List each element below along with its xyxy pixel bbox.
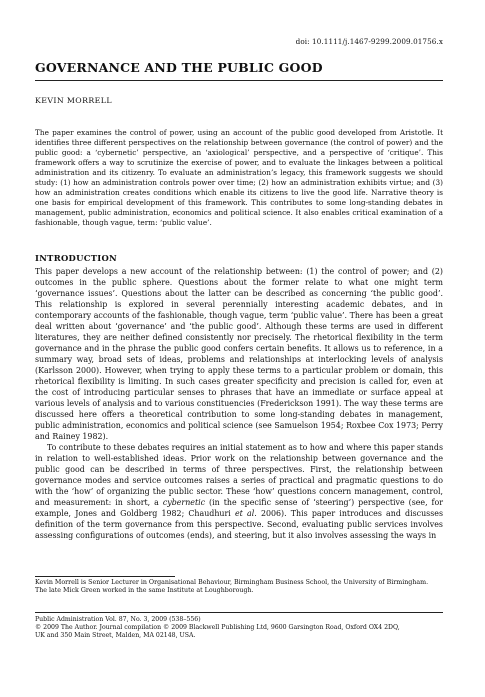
- colophon-copyright: © 2009 The Author. Journal compilation © 2009 Blackwell Publishing Ltd, 9600 Garsington Road, Oxford OX4 2DQ,: [35, 624, 400, 632]
- paragraph-2-etal: et al.: [235, 508, 257, 518]
- colophon-journal: Public Administration Vol. 87, No. 3, 2009 (538–556): [35, 616, 201, 623]
- paragraph-2: [35, 443, 443, 542]
- section-heading: INTRODUCTION: [35, 253, 117, 263]
- abstract: The paper examines the control of power, using an account of the public good developed from Aristotle. It identifies three different perspectives on the relationship between governance (the control of power) and the public good: a ‘cybernetic’ perspective, an ‘axiological’ perspective, and a perspective of ‘critique’. This framework offers a way to scrutinize the exercise of power, and to evaluate the linkages between a political administration and its citizenry. To evaluate an administration’s legacy, this framework suggests we should study: (1) how an administration controls power over time; (2) how an administration exhibits virtue; and (3) how an administration creates conditions which enable its citizens to live the good life. Narrative theory is one basis for empirical development of this framework. This contributes to some long-standing debates in management, public administration, economics and political science. It also enables critical examination of a fashionable, though vague, term: ‘public value’.: [35, 128, 443, 227]
- footnote-acknowledgement: The late Mick Green worked in the same Institute at Loughborough.: [35, 587, 254, 595]
- paragraph-2-text-b: (in the specific sense of ‘steering’) perspective (see, for example, Jones and Goldberg 1982; Chaudhuri: [35, 497, 443, 518]
- colophon: [35, 616, 443, 641]
- author-name: KEVIN MORRELL: [35, 96, 112, 105]
- paragraph-2-text-c: 2006). This paper introduces and discusses definition of the term governance from this perspective. Second, evaluating public services involves assessing configurations of outcomes (ends), and steering, but it also involves assessing the ways in: [35, 508, 444, 540]
- colophon-rule: [35, 612, 443, 613]
- doi-line: doi: 10.1111/j.1467-9299.2009.01756.x: [295, 37, 443, 46]
- colophon-address: UK and 350 Main Street, Malden, MA 02148, USA.: [35, 632, 196, 640]
- title-rule: [35, 80, 443, 81]
- body-text: [35, 267, 443, 542]
- paragraph-2-italic: cybernetic: [162, 497, 206, 507]
- footnotes: [35, 579, 443, 596]
- footnote-rule: [35, 576, 175, 577]
- paragraph-2-text-a: To contribute to these debates requires an initial statement as to how and where this paper stands in relation to well-established ideas. Prior work on the relationship between governance and the public good can be described in terms of three perspectives. First, the relationship between governance modes and service outcomes raises a series of practical and pragmatic questions to do with the ‘how’ of organizing the public sector. These ‘how’ questions concern management, control, and measurement: in short, a: [35, 442, 443, 507]
- article-title: GOVERNANCE AND THE PUBLIC GOOD: [35, 60, 323, 75]
- paragraph-1: This paper develops a new account of the relationship between: (1) the control of power; and (2) outcomes in the public sphere. Questions about the former relate to what one might term ‘governance issues’. Questions about the latter can be described as concerning ‘the public good’. This relationship is explored in several perennially interesting academic debates, and in contemporary accounts of the fashionable, though vague, term ‘public value’. There has been a great deal written about ‘governance’ and ‘the public good’. Although these terms are used in different literatures, they are neither defined consistently nor precisely. The rhetorical flexibility in the term governance and in the phrase the public good confers certain benefits. It allows us to reference, in a summary way, broad sets of ideas, problems and relationships at interlocking levels of analysis (Karlsson 2000). However, when trying to apply these terms to a particular problem or domain, this rhetorical flexibility is limiting. In such cases greater specificity and precision is called for, even at the cost of introducing particular senses to phrases that have an immediate or surface appeal at various levels of analysis and to various constituencies (Frederickson 1991). The way these terms are discussed here offers a theoretical contribution to some long-standing debates in management, public administration, economics and political science (see Samuelson 1954; Roxbee Cox 1973; Perry and Rainey 1982).: [35, 267, 443, 441]
- footnote-author: Kevin Morrell is Senior Lecturer in Organisational Behaviour, Birmingham Business School, the University of Birmingham.: [35, 579, 429, 586]
